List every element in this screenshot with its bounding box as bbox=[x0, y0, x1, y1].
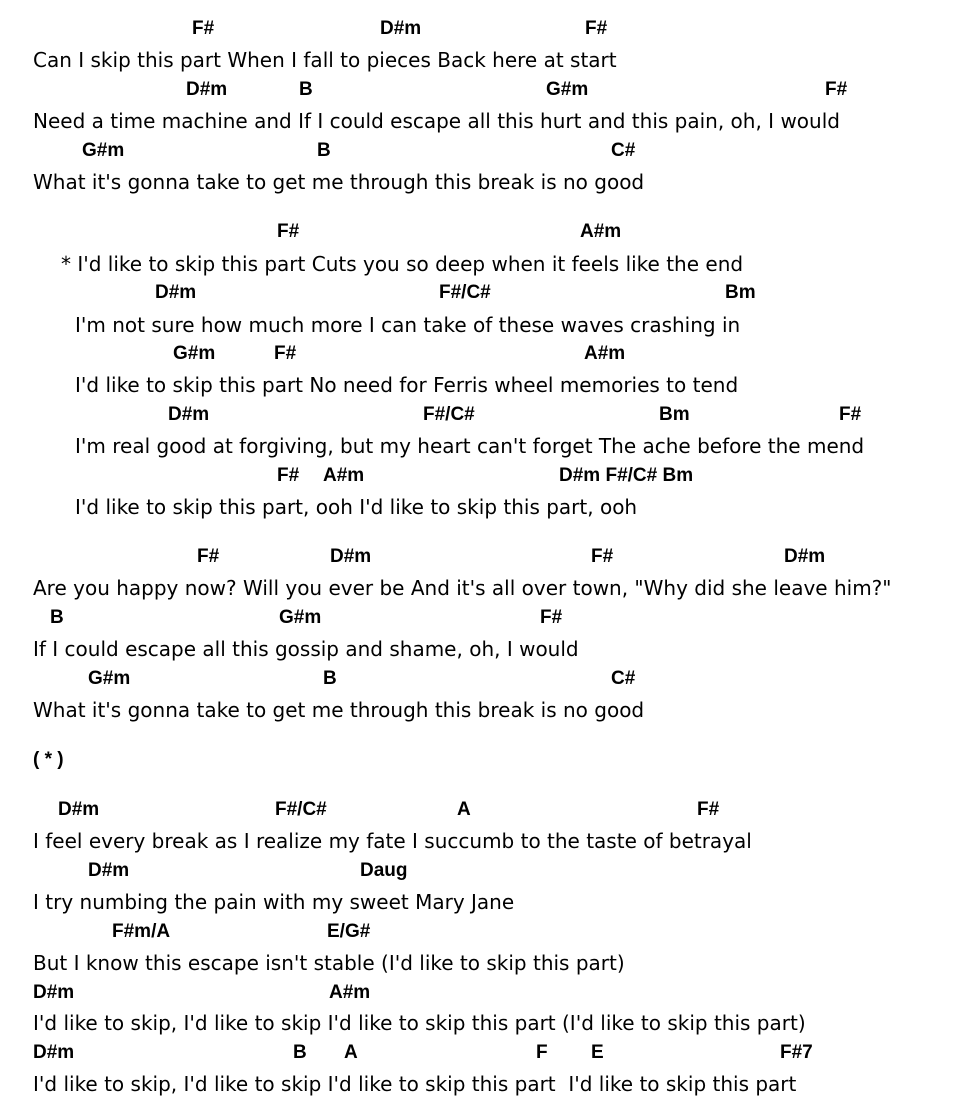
lyric-line: I'd like to skip, I'd like to skip I'd like to skip this part I'd like to skip this part bbox=[33, 1072, 797, 1096]
chord: Daug bbox=[360, 860, 408, 881]
chord: D#m bbox=[784, 546, 826, 567]
chord: Bm bbox=[725, 282, 756, 303]
lyric-line: I'd like to skip this part, ooh I'd like to skip this part, ooh bbox=[75, 495, 638, 519]
chord: F#m/A bbox=[112, 921, 171, 942]
chord: C# bbox=[611, 140, 636, 161]
chord: G#m bbox=[279, 607, 322, 628]
chord: G#m bbox=[173, 343, 216, 364]
chord: F# bbox=[697, 799, 720, 820]
lyric-line: I try numbing the pain with my sweet Mary Jane bbox=[33, 890, 515, 914]
lyric-line: Can I skip this part When I fall to pieces Back here at start bbox=[33, 48, 617, 72]
chord: G#m bbox=[546, 79, 589, 100]
chord: F# bbox=[839, 404, 862, 425]
chord: F#7 bbox=[780, 1042, 813, 1063]
chord: B bbox=[299, 79, 313, 100]
chord: D#m bbox=[155, 282, 197, 303]
chord: D#m F#/C# Bm bbox=[559, 465, 694, 486]
lyric-line: I'm not sure how much more I can take of these waves crashing in bbox=[75, 313, 741, 337]
lyric-line: Need a time machine and If I could escape all this hurt and this pain, oh, I would bbox=[33, 109, 840, 133]
chord: G#m bbox=[88, 668, 131, 689]
chord: F bbox=[536, 1042, 548, 1063]
chord: F# bbox=[825, 79, 848, 100]
chord: F# bbox=[591, 546, 614, 567]
lyric-line: I'd like to skip this part No need for Ferris wheel memories to tend bbox=[75, 373, 739, 397]
chord: D#m bbox=[330, 546, 372, 567]
chord: E bbox=[591, 1042, 604, 1063]
chorus-repeat-marker: ( * ) bbox=[33, 749, 64, 770]
chord: A#m bbox=[580, 221, 622, 242]
chord: F# bbox=[585, 18, 608, 39]
chord: F# bbox=[277, 465, 300, 486]
chord: F# bbox=[277, 221, 300, 242]
chord: Bm bbox=[659, 404, 690, 425]
lyric-line: I feel every break as I realize my fate I succumb to the taste of betrayal bbox=[33, 829, 752, 853]
chord: F# bbox=[197, 546, 220, 567]
chord: D#m bbox=[88, 860, 130, 881]
chord: F#/C# bbox=[423, 404, 475, 425]
chord: C# bbox=[611, 668, 636, 689]
chord: B bbox=[323, 668, 337, 689]
chord: A bbox=[457, 799, 471, 820]
chord: A#m bbox=[323, 465, 365, 486]
chord: D#m bbox=[58, 799, 100, 820]
chord: D#m bbox=[33, 982, 75, 1003]
lyric-line: Are you happy now? Will you ever be And it's all over town, "Why did she leave him?" bbox=[33, 576, 892, 600]
chord: F# bbox=[274, 343, 297, 364]
lyric-line: I'm real good at forgiving, but my heart can't forget The ache before the mend bbox=[75, 434, 865, 458]
chord: G#m bbox=[82, 140, 125, 161]
chord: B bbox=[293, 1042, 307, 1063]
chord: A#m bbox=[584, 343, 626, 364]
chord: D#m bbox=[380, 18, 422, 39]
chord: F# bbox=[540, 607, 563, 628]
lyric-line: I'd like to skip, I'd like to skip I'd like to skip this part (I'd like to skip this part) bbox=[33, 1011, 806, 1035]
chord: E/G# bbox=[327, 921, 371, 942]
chord: A#m bbox=[329, 982, 371, 1003]
chord: F# bbox=[192, 18, 215, 39]
lyric-line: But I know this escape isn't stable (I'd like to skip this part) bbox=[33, 951, 625, 975]
chord: B bbox=[50, 607, 64, 628]
chord: A bbox=[344, 1042, 358, 1063]
chord: F#/C# bbox=[275, 799, 327, 820]
chord: F#/C# bbox=[439, 282, 491, 303]
chord: B bbox=[317, 140, 331, 161]
lyric-line: If I could escape all this gossip and shame, oh, I would bbox=[33, 637, 579, 661]
lyric-line: What it's gonna take to get me through this break is no good bbox=[33, 170, 645, 194]
chord: D#m bbox=[33, 1042, 75, 1063]
chord: D#m bbox=[168, 404, 210, 425]
lyric-line: What it's gonna take to get me through this break is no good bbox=[33, 698, 645, 722]
lyric-line: * I'd like to skip this part Cuts you so deep when it feels like the end bbox=[61, 252, 744, 276]
chord: D#m bbox=[186, 79, 228, 100]
